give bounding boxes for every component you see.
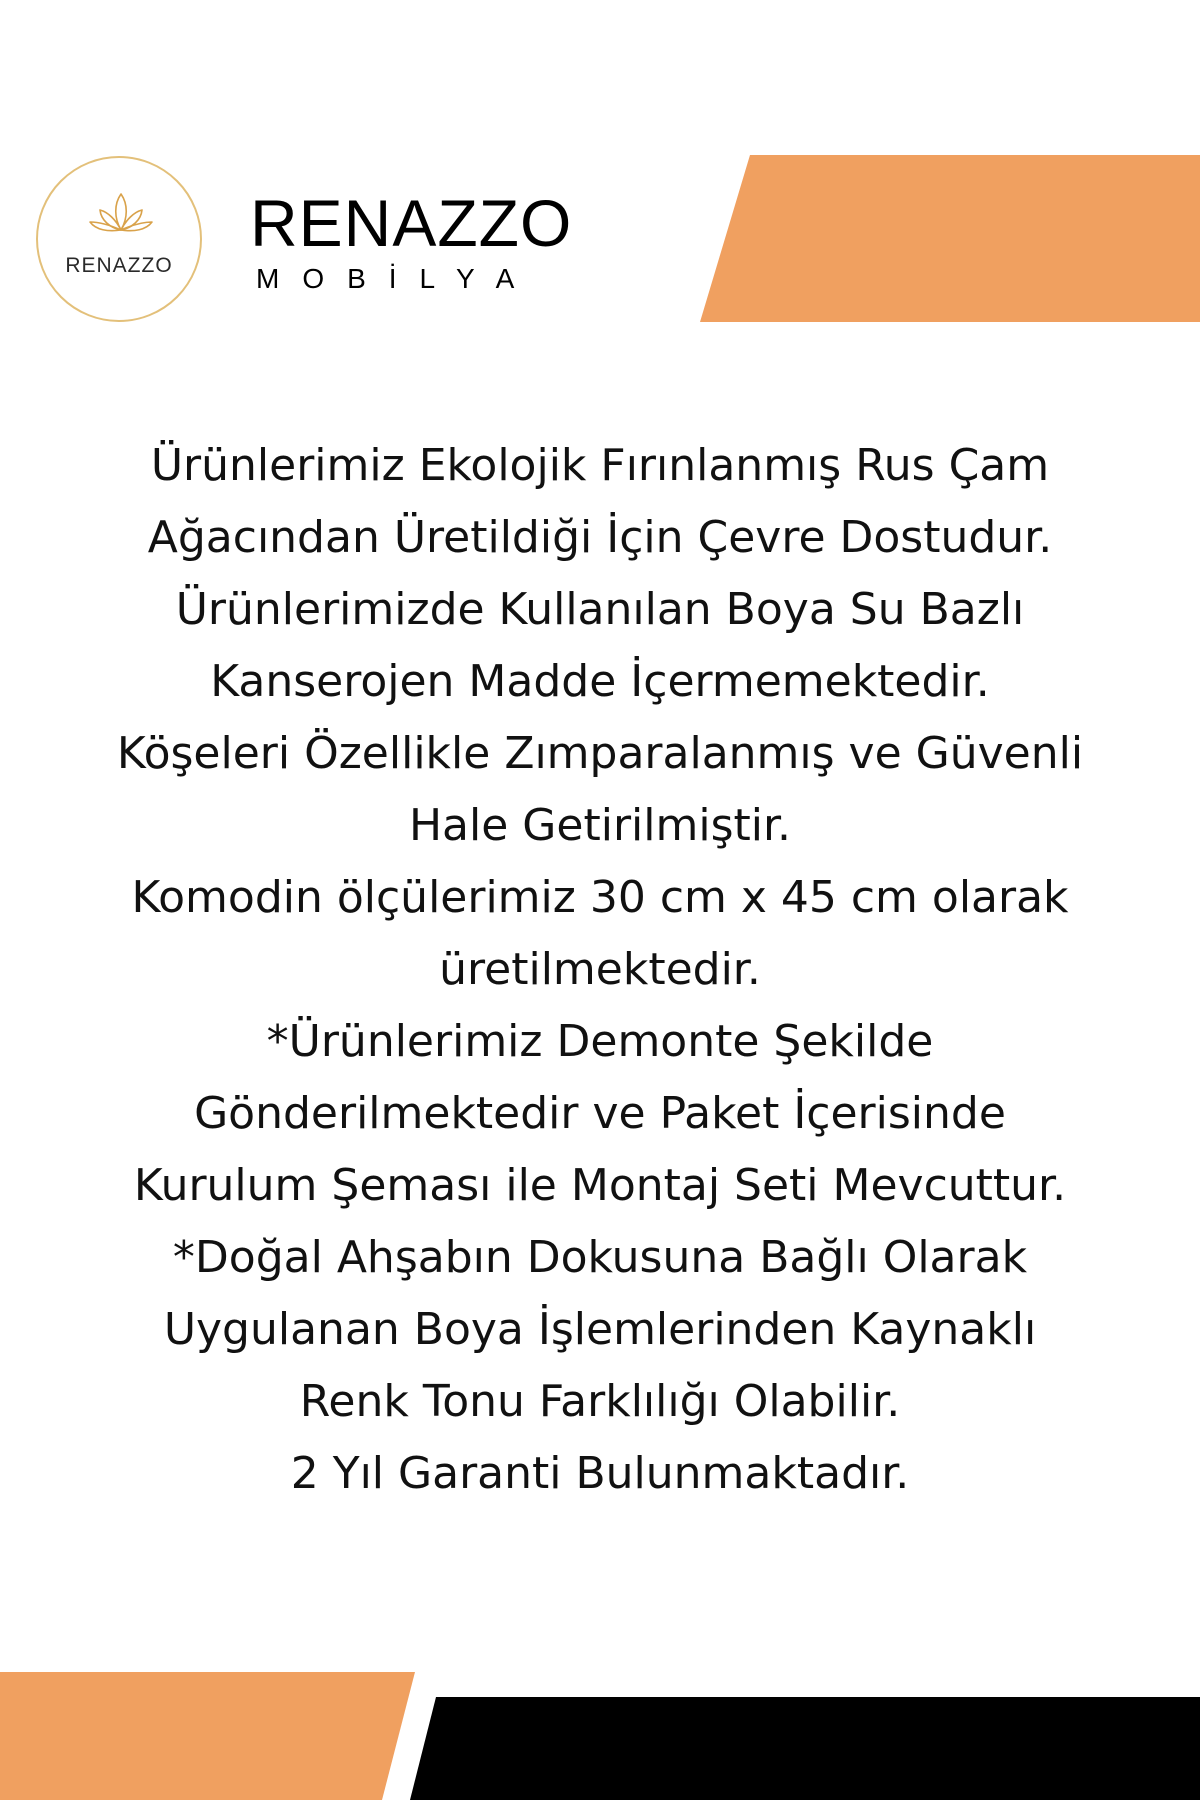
description-line: Kurulum Şeması ile Montaj Seti Mevcuttur.: [133, 1160, 1067, 1211]
bottom-left-orange-parallelogram: [0, 1672, 415, 1800]
brand-subtitle: MOBİLYA: [256, 263, 538, 294]
bottom-right-black-parallelogram: [410, 1697, 1200, 1800]
top-orange-parallelogram: [700, 155, 1200, 322]
description-line: Renk Tonu Farklılığı Olabilir.: [299, 1376, 901, 1427]
description-line: 2 Yıl Garanti Bulunmaktadır.: [290, 1448, 910, 1499]
description-line: Ağacından Üretildiği İçin Çevre Dostudur.: [147, 512, 1053, 563]
description-line: *Doğal Ahşabın Dokusuna Bağlı Olarak: [172, 1232, 1028, 1283]
description-line: Uygulanan Boya İşlemlerinden Kaynaklı: [163, 1304, 1037, 1355]
description-line: Komodin ölçülerimiz 30 cm x 45 cm olarak: [131, 872, 1069, 923]
description-line: *Ürünlerimiz Demonte Şekilde: [266, 1016, 934, 1067]
description-line: Ürünlerimizde Kullanılan Boya Su Bazlı: [175, 584, 1025, 635]
description-line: Ürünlerimiz Ekolojik Fırınlanmış Rus Çam: [150, 440, 1050, 491]
description-line: üretilmektedir.: [439, 944, 761, 995]
description-line: Kanserojen Madde İçermemektedir.: [210, 656, 990, 707]
description-line: Gönderilmektedir ve Paket İçerisinde: [194, 1088, 1006, 1139]
logo-circle-text: RENAZZO: [65, 254, 173, 277]
product-description: [20, 430, 1180, 1510]
brand-name: RENAZZO: [250, 186, 573, 260]
description-line: Hale Getirilmiştir.: [408, 800, 792, 851]
description-line: Köşeleri Özellikle Zımparalanmış ve Güvenli: [116, 728, 1084, 779]
